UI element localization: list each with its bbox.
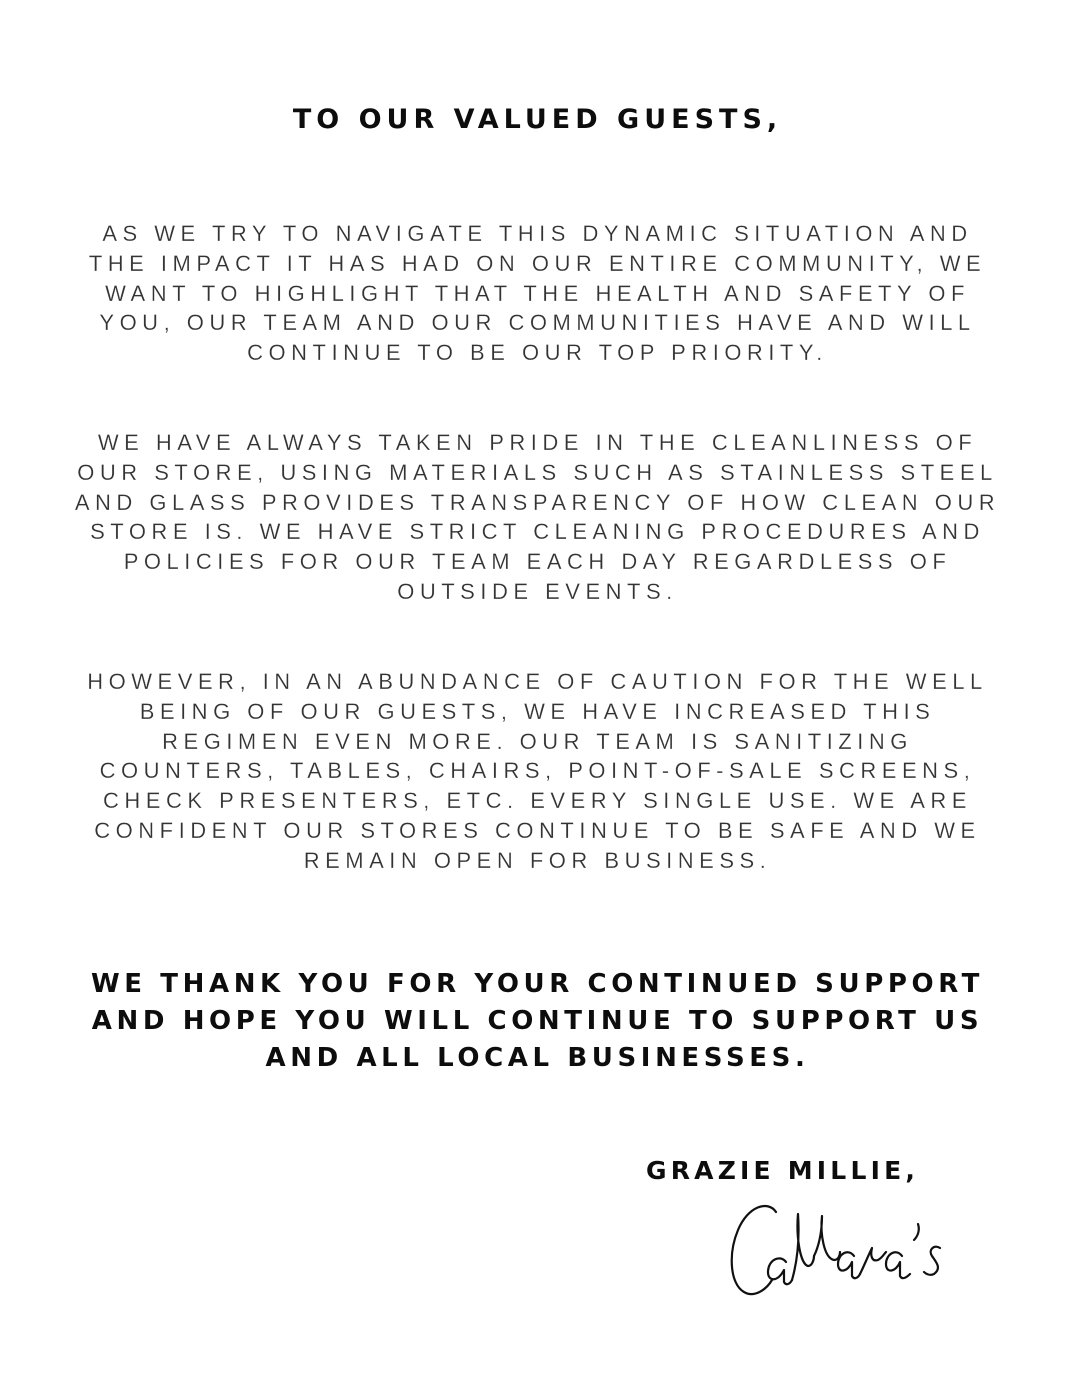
thank-you-line: AND HOPE YOU WILL CONTINUE TO SUPPORT US (91, 1006, 984, 1036)
thank-you-line: AND ALL LOCAL BUSINESSES. (265, 1043, 810, 1073)
paragraph-line: CHECK PRESENTERS, ETC. EVERY SINGLE USE. WE ARE (103, 788, 972, 814)
paragraph-caution (60, 667, 1015, 876)
paragraph-line: OUR STORE, USING MATERIALS SUCH AS STAINLESS STEEL (77, 459, 998, 485)
paragraph-line: REMAIN OPEN FOR BUSINESS. (303, 847, 772, 873)
paragraph-line: OUTSIDE EVENTS. (397, 578, 678, 604)
paragraph-line: THE IMPACT IT HAS HAD ON OUR ENTIRE COMMUNITY, WE (88, 250, 987, 276)
paragraph-line: POLICIES FOR OUR TEAM EACH DAY REGARDLESS OF (123, 549, 952, 575)
paragraph-line: CONFIDENT OUR STORES CONTINUE TO BE SAFE AND WE (94, 817, 981, 843)
thank-you-line: WE THANK YOU FOR YOUR CONTINUED SUPPORT (90, 969, 985, 999)
paragraph-line: WE HAVE ALWAYS TAKEN PRIDE IN THE CLEANLINESS OF (97, 430, 978, 455)
paragraph-cleanliness (60, 428, 1015, 607)
carraras-signature (724, 1196, 999, 1311)
paragraph-line: YOU, OUR TEAM AND OUR COMMUNITIES HAVE AND WILL (99, 310, 976, 336)
letter-heading: TO OUR VALUED GUESTS, (292, 104, 783, 135)
paragraph-line: WANT TO HIGHLIGHT THAT THE HEALTH AND SAFETY OF (105, 280, 970, 306)
thank-you-message (60, 966, 1015, 1077)
paragraph-line: AS WE TRY TO NAVIGATE THIS DYNAMIC SITUATION AND (102, 221, 973, 246)
paragraph-line: CONTINUE TO BE OUR TOP PRIORITY. (247, 340, 828, 366)
paragraph-line: STORE IS. WE HAVE STRICT CLEANING PROCEDURES AND (90, 519, 985, 545)
paragraph-line: COUNTERS, TABLES, CHAIRS, POINT-OF-SALE SCREENS, (99, 758, 976, 784)
closing-salutation: GRAZIE MILLIE, (646, 1156, 920, 1185)
paragraph-health-safety (60, 219, 1015, 368)
paragraph-line: BEING OF OUR GUESTS, WE HAVE INCREASED THIS (139, 698, 936, 724)
paragraph-line: AND GLASS PROVIDES TRANSPARENCY OF HOW CLEAN OUR (74, 489, 1001, 515)
paragraph-line: HOWEVER, IN AN ABUNDANCE OF CAUTION FOR THE WELL (87, 669, 988, 694)
paragraph-line: REGIMEN EVEN MORE. OUR TEAM IS SANITIZING (162, 728, 913, 754)
